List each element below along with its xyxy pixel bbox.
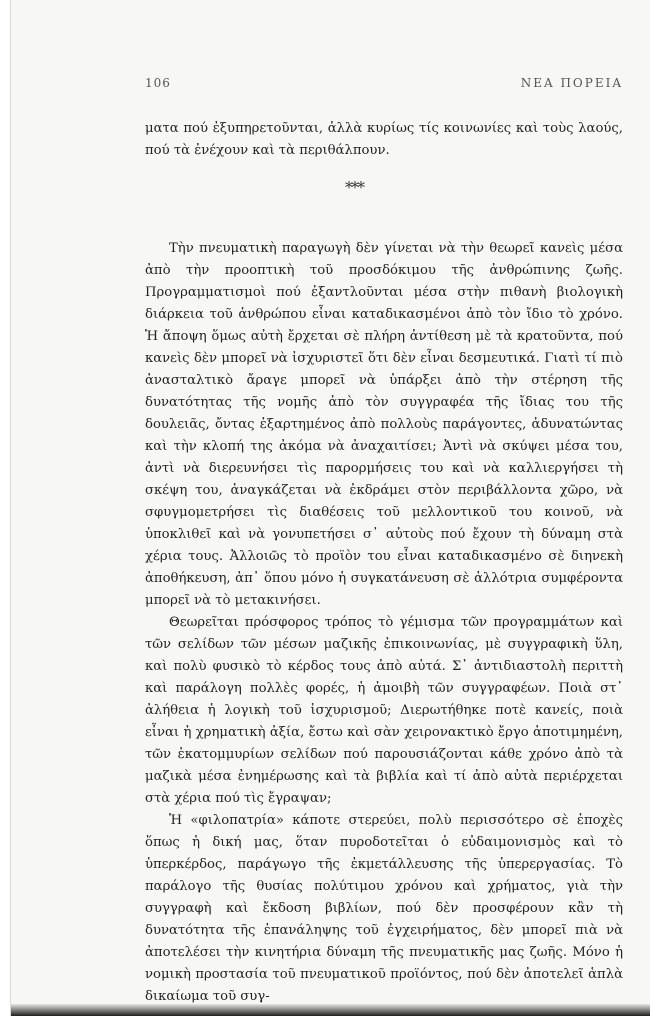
paragraph-2: Τὴν πνευματικὴ παραγωγὴ δὲν γίνεται νὰ τὴν θεωρεῖ κανεὶς μέσα ἀπὸ τὴν προοπτικὴ τοῦ προσδόκιμου τῆς ἀνθρώπινης ζωῆς. Προγραμματισμοὶ πού ἐξαντλοῦνται μέσα στὴν πιθανὴ βιολογικὴ διάρκεια τοῦ ἀνθρώπου εἶναι καταδικασμένοι ἀπὸ τὸν ἴδιο τὸ χρόνο. Ἡ ἄποψη ὅμως αὐτὴ ἔρχεται σὲ πλήρη ἀντίθεση μὲ τὰ κρατοῦντα, πού κανεὶς δὲν μπορεῖ νὰ ἰσχυριστεῖ ὅτι δὲν εἶναι δεσμευτικά. Γιατὶ τί πιὸ ἀνασταλτικὸ ἄραγε μπορεῖ νὰ ὑπάρξει ἀπὸ τὴν στέρηση τῆς δυνατότητας τῆς νομῆς ἀπὸ τὸν συγγραφέα τῆς ἴδιας του τῆς δουλειᾶς, ὄντας ἐξαρτημένος ἀπὸ πολλοὺς παράγοντες, ἀδυνατώντας καὶ τὴν κλοπή της ἀκόμα νὰ ἀναχαιτίσει; Ἀντὶ νὰ σκύψει μέσα του, ἀντὶ νὰ διερευνήσει τὶς παρορμήσεις του καὶ νὰ καλλιεργήσει τὴ σκέψη του, ἀναγκάζεται νὰ ἐκδράμει στὸν περιβάλλοντα χῶρο, νὰ σφυγμομετρήσει τὶς διαθέσεις τοῦ μελλοντικοῦ του κοινοῦ, νὰ ὑποκλιθεῖ καὶ νὰ γονυπετήσει σ᾽ αὐτοὺς πού ἔχουν τὴ δύναμη στὰ χέρια τους. Ἀλλοιῶς τὸ προϊὸν του εἶναι καταδικασμένο σὲ διηνεκὴ ἀποθήκευση, ἀπ᾽ ὅπου μόνο ἡ συγκατάνευση σὲ ἀλλότρια συμφέροντα μπορεῖ νὰ τὸ μετακινήσει. xyxy=(145,241,623,608)
running-title: ΝΕΑ ΠΟΡΕΙΑ xyxy=(520,76,623,90)
continuation-paragraph xyxy=(145,118,623,162)
section-separator: *** xyxy=(345,178,363,197)
paragraph-4: Ἡ «φιλοπατρία» κάποτε στερεύει, πολὺ περισσότερο σὲ ἐποχὲς ὅπως ἡ δική μας, ὅταν πυροδοτεῖται ὁ εὐδαιμονισμὸς καὶ τὸ ὑπερκέρδος, παράγωγο τῆς ἐκμετάλλευσης τῆς ὑπερεργασίας. Τὸ παράλογο τῆς θυσίας πολύτιμου χρόνου καὶ χρήματος, γιὰ τὴν συγγραφὴ καὶ ἔκδοση βιβλίων, πού δὲν προσφέρουν κἂν τὴ δυνατότητα τῆς ἐπανάληψης τοῦ ἐγχειρήματος, δὲν μπορεῖ πιὰ νὰ ἀποτελέσει τὴν κινητήρια δύναμη τῆς πνευματικῆς μας ζωῆς. Μόνο ἡ νομικὴ προστασία τοῦ πνευματικοῦ προϊόντος, πού δὲν ἀποτελεῖ ἁπλὰ δικαίωμα τοῦ συγ- xyxy=(145,813,623,1004)
page-number: 106 xyxy=(145,76,171,90)
paragraph-1: ματα πού ἐξυπηρετοῦνται, ἀλλὰ κυρίως τίς κοινωνίες καὶ τοὺς λαούς, πού τὰ ἐνέχουν καὶ τὰ περιθάλπουν. xyxy=(145,121,623,158)
main-text xyxy=(145,238,623,1008)
page-right-margin xyxy=(650,0,665,1024)
paragraph-3: Θεωρεῖται πρόσφορος τρόπος τὸ γέμισμα τῶν προγραμμάτων καὶ τῶν σελίδων τῶν μέσων μαζικῆς ἐπικοινωνίας, μὲ συγγραφικὴ ὕλη, καὶ πολὺ φυσικὸ τὸ κέρδος τους ἀπὸ αὐτά. Σ᾽ ἀντιδιαστολὴ περιττὴ καὶ παράλογη πολλὲς φορές, ἡ ἀμοιβὴ τῶν συγγραφέων. Ποιὰ στ᾽ ἀλήθεια ἡ λογικὴ τοῦ ἰσχυρισμοῦ; Διερωτήθηκε ποτὲ κανείς, ποιὰ εἶναι ἡ χρηματικὴ ἀξία, ἔστω καὶ σὰν χειρονακτικὸ ἔργο ἀποτιμημένη, τῶν ἑκατομμυρίων σελίδων πού παρουσιάζονται κάθε χρόνο ἀπὸ τὰ μαζικὰ μέσα ἐνημέρωσης καὶ τὰ βιβλία καὶ τί ἀπὸ αὐτὰ περιέρχεται στὰ χέρια πού τὶς ἔγραψαν; xyxy=(145,615,623,806)
page-header xyxy=(145,76,623,94)
